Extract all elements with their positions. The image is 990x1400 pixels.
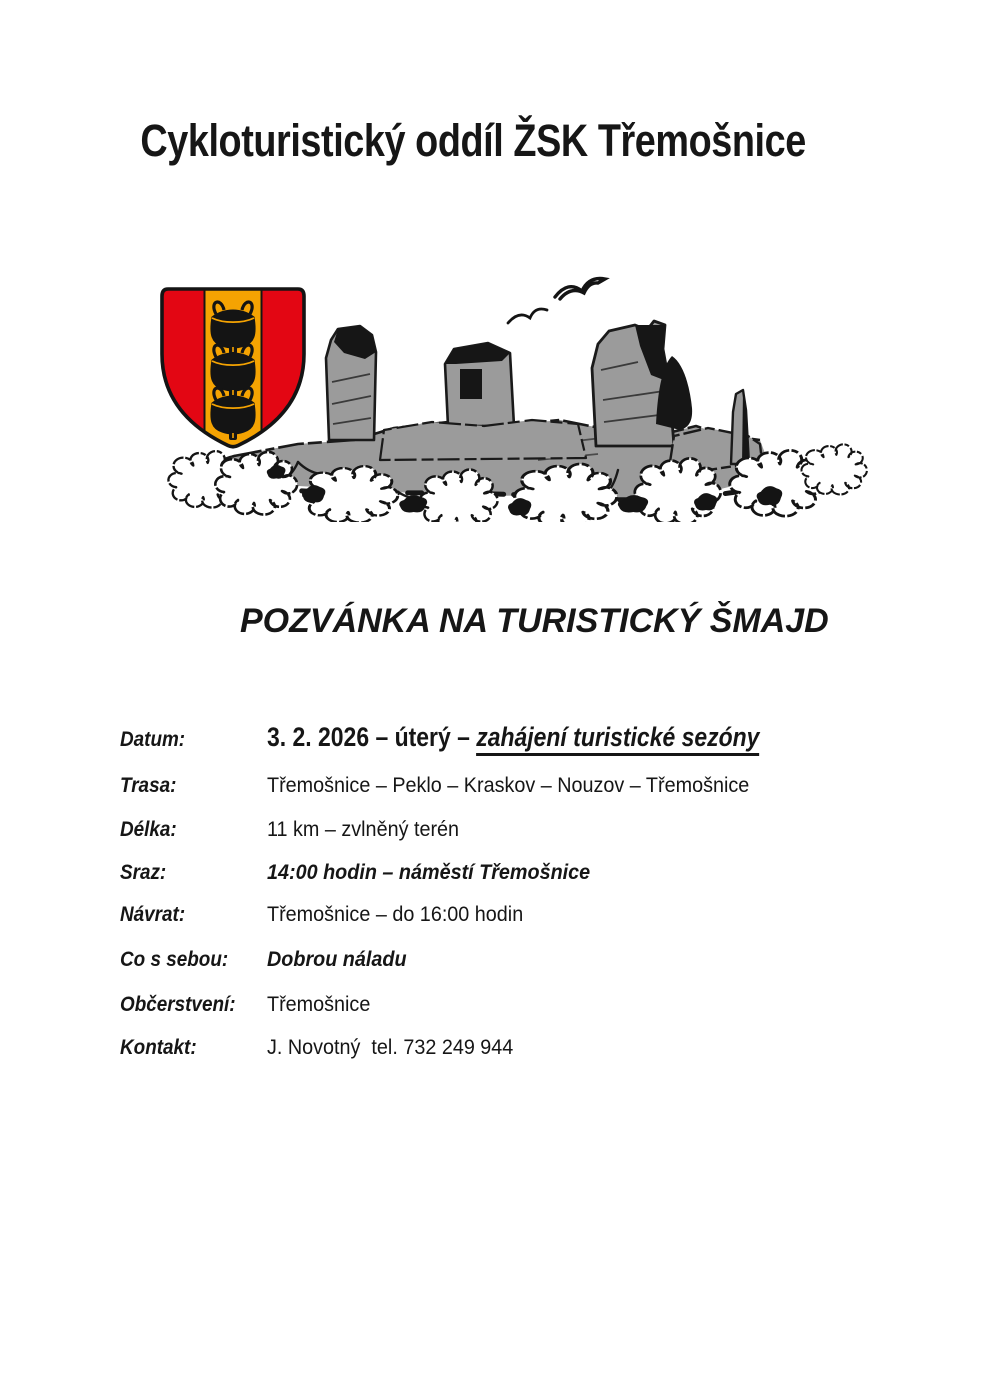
detail-value-obcerstveni: Třemošnice [267,992,371,1016]
invitation-heading: POZVÁNKA NA TURISTICKÝ ŠMAJD [240,602,829,640]
datum-season-opening-text: zahájení turistické sezóny [476,722,759,756]
detail-label-kontakt: Kontakt: [120,1036,197,1059]
detail-value-co-s-sebou: Dobrou náladu [267,947,407,971]
detail-label-co-s-sebou: Co s sebou: [120,948,229,971]
detail-row-co-s-sebou [120,947,419,972]
bird-icon [555,279,605,300]
detail-row-trasa [120,773,791,798]
detail-label-sraz: Sraz: [120,861,167,884]
detail-value-trasa: Třemošnice – Peklo – Kraskov – Nouzov – Třemošnice [267,773,750,797]
bird-icon [508,309,547,323]
page-title-text: Cykloturistický oddíl ŽSK Třemošnice [140,115,806,166]
detail-label-trasa: Trasa: [120,774,177,797]
detail-label-datum: Datum: [120,728,186,751]
detail-row-obcerstveni [120,992,379,1017]
datum-date-text: 3. 2. 2026 – úterý – [267,722,477,752]
detail-row-datum [120,722,846,753]
detail-label-delka: Délka: [120,818,177,841]
castle-sketch-image [148,230,872,522]
detail-value-delka: 11 km – zvlněný terén [267,817,460,841]
page-title [0,116,990,166]
detail-row-navrat [120,902,545,927]
detail-label-obcerstveni: Občerstvení: [120,993,236,1016]
detail-label-navrat: Návrat: [120,903,186,926]
detail-value-kontakt: J. Novotný tel. 732 249 944 [267,1035,514,1059]
coat-of-arms-shield [154,284,312,454]
detail-value-navrat: Třemošnice – do 16:00 hodin [267,902,524,926]
detail-value-datum [267,722,759,753]
detail-row-kontakt [120,1035,535,1060]
castle-illustration [148,230,872,522]
detail-row-sraz [120,860,618,885]
event-details [120,722,890,1082]
detail-row-delka [120,817,476,842]
detail-value-sraz: 14:00 hodin – náměstí Třemošnice [267,860,591,884]
